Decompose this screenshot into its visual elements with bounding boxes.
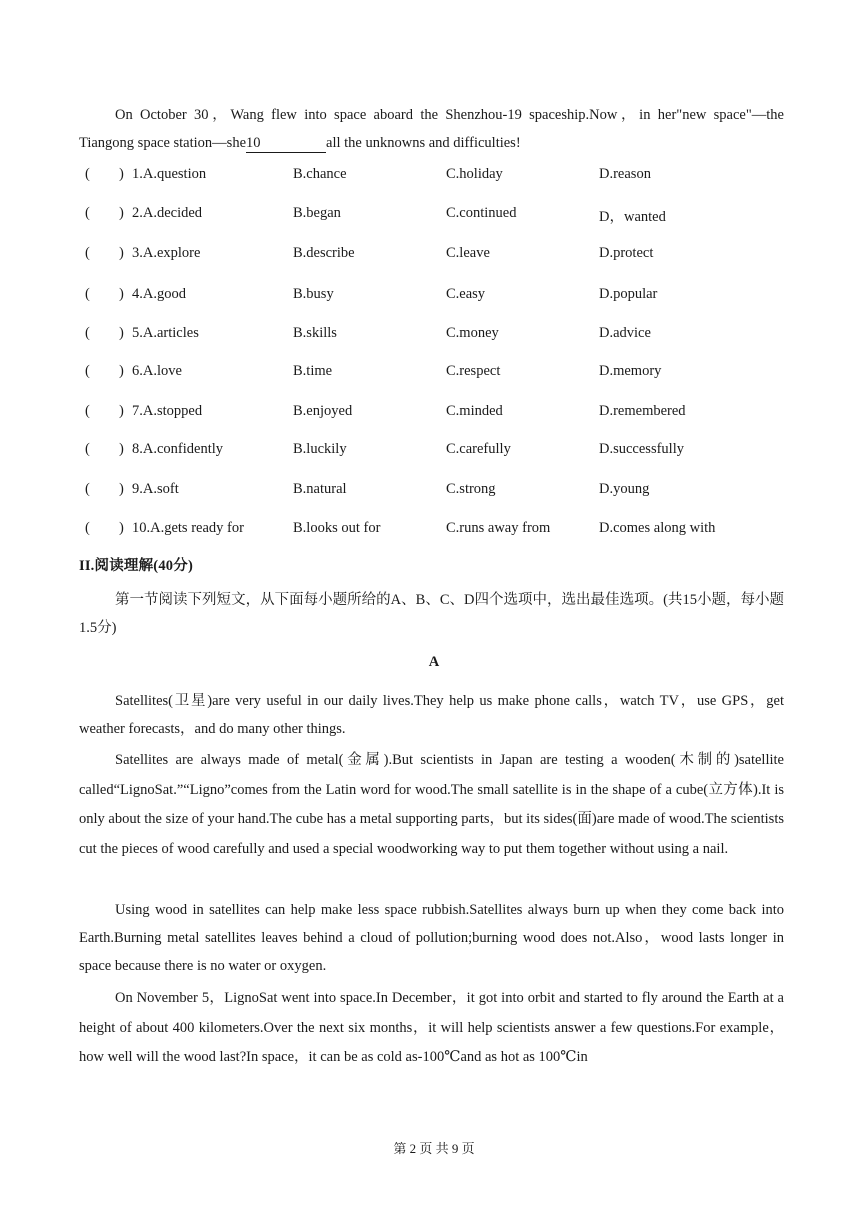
- answer-paren-open[interactable]: (: [85, 166, 90, 182]
- answer-blank-10[interactable]: 10: [246, 134, 326, 153]
- option-b[interactable]: B.time: [293, 363, 333, 379]
- cloze-option-row: [85, 245, 785, 269]
- option-b[interactable]: B.natural: [293, 481, 347, 497]
- section-ii-instruction: 第一节阅读下列短文，从下面每小题所给的A、B、C、D四个选项中，选出最佳选项。(共15小题，每小题1.5分): [79, 592, 784, 636]
- option-b[interactable]: B.began: [293, 205, 341, 221]
- option-a[interactable]: 5.A.articles: [132, 325, 199, 341]
- option-d[interactable]: D.reason: [599, 166, 651, 182]
- option-a[interactable]: 6.A.love: [132, 363, 182, 379]
- passage-a-title: A: [428, 654, 440, 670]
- answer-paren-close[interactable]: ): [119, 403, 124, 419]
- option-a[interactable]: 8.A.confidently: [132, 441, 224, 457]
- option-a[interactable]: 1.A.question: [132, 166, 207, 182]
- option-d[interactable]: D.remembered: [599, 403, 686, 419]
- answer-paren-close[interactable]: ): [119, 245, 124, 261]
- cloze-option-row: [85, 286, 785, 310]
- cloze-option-row: [85, 481, 785, 505]
- option-c[interactable]: C.continued: [446, 205, 517, 221]
- cloze-option-row: [85, 441, 785, 465]
- page-footer: 第 2 页 共 9 页: [393, 1141, 475, 1156]
- option-c[interactable]: C.minded: [446, 403, 503, 419]
- option-c[interactable]: C.strong: [446, 481, 496, 497]
- answer-paren-open[interactable]: (: [85, 441, 90, 457]
- cloze-option-row: [85, 363, 785, 387]
- passage-a-paragraph-1: Satellites(卫星)are very useful in our daily lives.They help us make phone calls，watch TV，use GPS，get weather forecasts，and do many other things.: [79, 693, 784, 737]
- option-d[interactable]: D.protect: [599, 245, 654, 261]
- answer-paren-close[interactable]: ): [119, 363, 124, 379]
- option-c[interactable]: C.carefully: [446, 441, 511, 457]
- option-c[interactable]: C.respect: [446, 363, 501, 379]
- passage-ending-paragraph: [79, 101, 784, 157]
- passage-ending-text-tail: all the unknowns and difficulties!: [326, 135, 521, 151]
- answer-paren-close[interactable]: ): [119, 481, 124, 497]
- option-b[interactable]: B.describe: [293, 245, 355, 261]
- option-a[interactable]: 3.A.explore: [132, 245, 201, 261]
- answer-paren-open[interactable]: (: [85, 520, 90, 536]
- option-d[interactable]: D.successfully: [599, 441, 684, 457]
- cloze-option-row: [85, 166, 785, 190]
- cloze-option-row: [85, 205, 785, 229]
- option-d[interactable]: D.young: [599, 481, 650, 497]
- option-b[interactable]: B.enjoyed: [293, 403, 353, 419]
- option-b[interactable]: B.looks out for: [293, 520, 381, 536]
- option-b[interactable]: B.luckily: [293, 441, 347, 457]
- option-c[interactable]: C.holiday: [446, 166, 503, 182]
- option-c[interactable]: C.money: [446, 325, 499, 341]
- answer-paren-open[interactable]: (: [85, 205, 90, 221]
- option-c[interactable]: C.leave: [446, 245, 490, 261]
- option-b[interactable]: B.skills: [293, 325, 337, 341]
- answer-paren-open[interactable]: (: [85, 403, 90, 419]
- answer-paren-close[interactable]: ): [119, 325, 124, 341]
- answer-paren-open[interactable]: (: [85, 325, 90, 341]
- option-a[interactable]: 9.A.soft: [132, 481, 179, 497]
- answer-paren-close[interactable]: ): [119, 520, 124, 536]
- option-d[interactable]: D.memory: [599, 363, 662, 379]
- cloze-option-row: [85, 325, 785, 349]
- answer-paren-close[interactable]: ): [119, 205, 124, 221]
- option-c[interactable]: C.runs away from: [446, 520, 551, 536]
- option-b[interactable]: B.busy: [293, 286, 334, 302]
- option-b[interactable]: B.chance: [293, 166, 347, 182]
- passage-ending-text: On October 30，Wang flew into space aboard the Shenzhou-19 spaceship.Now，in her"new space"—the Tiangong space station—she: [79, 107, 784, 151]
- option-c[interactable]: C.easy: [446, 286, 486, 302]
- option-d[interactable]: D.popular: [599, 286, 658, 302]
- option-a[interactable]: 4.A.good: [132, 286, 186, 302]
- passage-a-paragraph-3: Using wood in satellites can help make less space rubbish.Satellites always burn up when they come back into Earth.Burning metal satellites leaves behind a cloud of pollution;burning wood does not.Also，wood lasts longer in space because there is no water or oxygen.: [79, 902, 784, 974]
- option-d[interactable]: D.advice: [599, 325, 651, 341]
- option-a[interactable]: 10.A.gets ready for: [132, 520, 244, 536]
- cloze-option-row: [85, 520, 785, 544]
- passage-a-paragraph-2: Satellites are always made of metal(金属).But scientists in Japan are testing a wooden(木制的)satellite called“LignoSat.”“Ligno”comes from the Latin word for wood.The small satellite is in the shape of a cube(立方体).It is only about the size of your hand.The cube has a metal supporting parts，but its sides(面)are made of wood.The scientists cut the pieces of wood carefully and used a special woodworking way to put them together without using a nail.: [79, 752, 784, 857]
- section-ii-title: II.阅读理解(40分): [79, 558, 193, 574]
- answer-paren-close[interactable]: ): [119, 286, 124, 302]
- answer-paren-open[interactable]: (: [85, 481, 90, 497]
- answer-paren-close[interactable]: ): [119, 441, 124, 457]
- answer-paren-close[interactable]: ): [119, 166, 124, 182]
- answer-paren-open[interactable]: (: [85, 245, 90, 261]
- option-d[interactable]: D.comes along with: [599, 520, 716, 536]
- answer-paren-open[interactable]: (: [85, 363, 90, 379]
- option-a[interactable]: 2.A.decided: [132, 205, 203, 221]
- option-a[interactable]: 7.A.stopped: [132, 403, 203, 419]
- answer-paren-open[interactable]: (: [85, 286, 90, 302]
- option-d[interactable]: D，wanted: [599, 209, 666, 225]
- passage-a-paragraph-4: On November 5，LignoSat went into space.In December，it got into orbit and started to fly around the Earth at a height of about 400 kilometers.Over the next six months，it will help scientists answer a few questions.For example，how well will the wood last?In space，it can be as cold as-100℃and as hot as 100℃in: [79, 990, 784, 1065]
- cloze-option-row: [85, 403, 785, 427]
